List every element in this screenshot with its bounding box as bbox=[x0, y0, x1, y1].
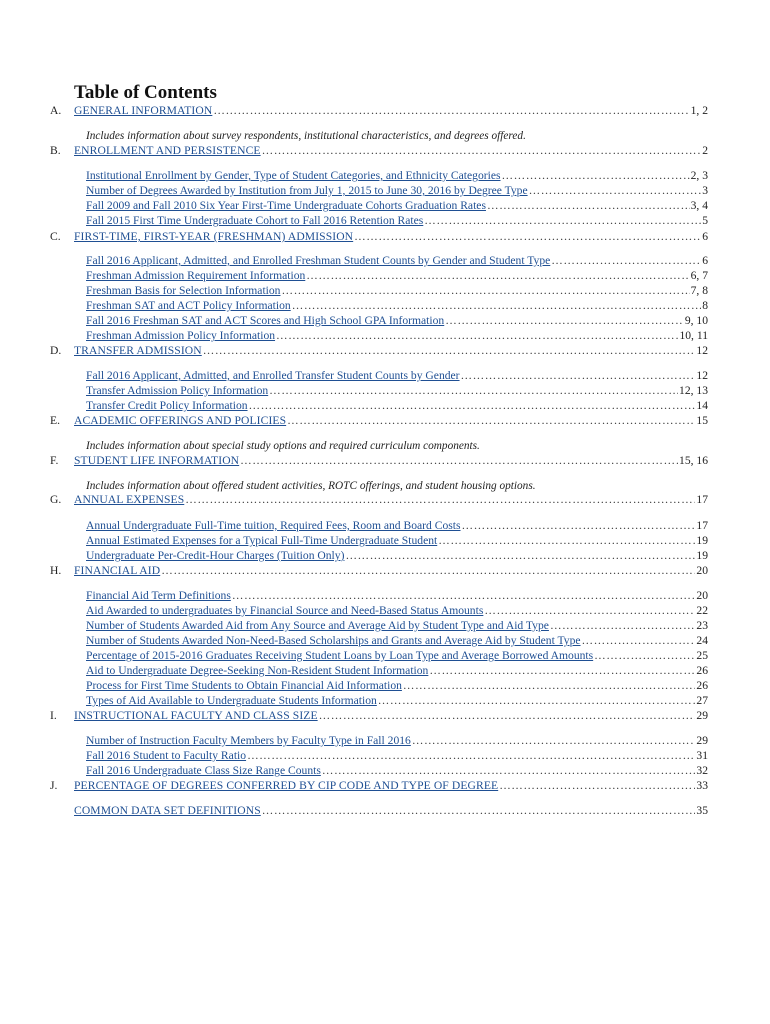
toc-entry bbox=[86, 748, 708, 764]
section-link[interactable]: STUDENT LIFE INFORMATION bbox=[74, 454, 240, 467]
toc-section-row bbox=[0, 453, 770, 469]
section-letter: H. bbox=[50, 564, 62, 577]
toc-entry bbox=[86, 633, 708, 649]
toc-entry bbox=[86, 588, 708, 604]
dot-leader bbox=[499, 778, 695, 794]
toc-entry bbox=[86, 368, 708, 384]
toc-entry bbox=[86, 733, 708, 749]
toc-entry bbox=[74, 563, 708, 579]
section-link[interactable]: COMMON DATA SET DEFINITIONS bbox=[74, 804, 261, 817]
page-numbers: 27 bbox=[696, 694, 708, 707]
toc-subsection-row bbox=[0, 253, 770, 269]
toc-subsection-row bbox=[0, 213, 770, 229]
toc-section-row bbox=[0, 778, 770, 794]
toc-subsection-row bbox=[0, 648, 770, 664]
subsection-link[interactable]: Freshman Admission Requirement Information bbox=[86, 269, 306, 282]
page-numbers: 5 bbox=[702, 214, 708, 227]
subsection-link[interactable]: Fall 2016 Freshman SAT and ACT Scores and High School GPA Information bbox=[86, 314, 445, 327]
toc-section-row bbox=[0, 103, 770, 119]
page-numbers: 2, 3 bbox=[690, 169, 708, 182]
toc-entry bbox=[86, 383, 708, 399]
page-numbers: 17 bbox=[696, 519, 708, 532]
dot-leader bbox=[287, 413, 695, 429]
page-numbers: 3, 4 bbox=[690, 199, 708, 212]
dot-leader bbox=[487, 198, 690, 214]
toc-entry bbox=[86, 283, 708, 299]
toc-subsection-row bbox=[0, 603, 770, 619]
subsection-link[interactable]: Number of Instruction Faculty Members by Faculty Type in Fall 2016 bbox=[86, 734, 411, 747]
dot-leader bbox=[345, 548, 695, 564]
toc-entry bbox=[86, 603, 708, 619]
section-link[interactable]: ENROLLMENT AND PERSISTENCE bbox=[74, 144, 261, 157]
toc-entry bbox=[74, 803, 708, 819]
subsection-link[interactable]: Fall 2016 Applicant, Admitted, and Enrolled Freshman Student Counts by Gender and Student Type bbox=[86, 254, 551, 267]
dot-leader bbox=[262, 803, 696, 819]
section-link[interactable]: ACADEMIC OFFERINGS AND POLICIES bbox=[74, 414, 287, 427]
toc-section-row bbox=[0, 563, 770, 579]
toc-subsection-row bbox=[0, 168, 770, 184]
dot-leader bbox=[247, 748, 695, 764]
dot-leader bbox=[269, 383, 678, 399]
dot-leader bbox=[412, 733, 696, 749]
page-numbers: 24 bbox=[696, 634, 708, 647]
page-numbers: 12 bbox=[696, 369, 708, 382]
page-numbers: 3 bbox=[702, 184, 708, 197]
toc-subsection-row bbox=[0, 618, 770, 634]
subsection-link[interactable]: Freshman Basis for Selection Information bbox=[86, 284, 281, 297]
toc-entry bbox=[86, 198, 708, 214]
section-link[interactable]: PERCENTAGE OF DEGREES CONFERRED BY CIP CODE AND TYPE OF DEGREE bbox=[74, 779, 499, 792]
page-numbers: 6, 7 bbox=[690, 269, 708, 282]
dot-leader bbox=[551, 253, 701, 269]
subsection-link[interactable]: Types of Aid Available to Undergraduate Students Information bbox=[86, 694, 377, 707]
dot-leader bbox=[429, 663, 695, 679]
toc-entry bbox=[86, 183, 708, 199]
page-numbers: 10, 11 bbox=[679, 329, 708, 342]
dot-leader bbox=[203, 343, 696, 359]
subsection-link[interactable]: Annual Estimated Expenses for a Typical Full-Time Undergraduate Student bbox=[86, 534, 438, 547]
toc-section-row bbox=[0, 492, 770, 508]
subsection-link[interactable]: Fall 2016 Student to Faculty Ratio bbox=[86, 749, 247, 762]
section-letter: J. bbox=[50, 779, 58, 792]
page-numbers: 2 bbox=[702, 144, 708, 157]
toc-entry bbox=[86, 533, 708, 549]
toc-entry bbox=[86, 763, 708, 779]
dot-leader bbox=[502, 168, 690, 184]
dot-leader bbox=[240, 453, 678, 469]
dot-leader bbox=[292, 298, 701, 314]
toc-entry bbox=[86, 548, 708, 564]
section-letter: C. bbox=[50, 230, 61, 243]
toc-entry bbox=[74, 778, 708, 794]
page-numbers: 12 bbox=[696, 344, 708, 357]
toc-entry bbox=[74, 413, 708, 429]
page-numbers: 15 bbox=[696, 414, 708, 427]
subsection-link[interactable]: Annual Undergraduate Full-Time tuition, Required Fees, Room and Board Costs bbox=[86, 519, 461, 532]
page-numbers: 26 bbox=[696, 679, 708, 692]
toc-entry bbox=[86, 693, 708, 709]
section-link[interactable]: GENERAL INFORMATION bbox=[74, 104, 213, 117]
toc-subsection-row bbox=[0, 663, 770, 679]
page-numbers: 25 bbox=[696, 649, 708, 662]
dot-leader bbox=[185, 492, 695, 508]
toc-section-row bbox=[0, 229, 770, 245]
page-numbers: 6 bbox=[702, 254, 708, 267]
page-numbers: 26 bbox=[696, 664, 708, 677]
subsection-link[interactable]: Institutional Enrollment by Gender, Type of Student Categories, and Ethnicity Categories bbox=[86, 169, 501, 182]
dot-leader bbox=[378, 693, 696, 709]
dot-leader bbox=[424, 213, 701, 229]
toc-entry bbox=[74, 143, 708, 159]
page-numbers: 7, 8 bbox=[690, 284, 708, 297]
dot-leader bbox=[161, 563, 695, 579]
toc-subsection-row bbox=[0, 763, 770, 779]
dot-leader bbox=[484, 603, 695, 619]
toc-subsection-row bbox=[0, 283, 770, 299]
subsection-link[interactable]: Fall 2009 and Fall 2010 Six Year First-Time Undergraduate Cohorts Graduation Rates bbox=[86, 199, 486, 212]
toc-entry bbox=[86, 213, 708, 229]
section-letter: F. bbox=[50, 454, 59, 467]
toc-section-row bbox=[0, 343, 770, 359]
toc-subsection-row bbox=[0, 518, 770, 534]
toc-subsection-row bbox=[0, 368, 770, 384]
section-letter: I. bbox=[50, 709, 57, 722]
section-letter: G. bbox=[50, 493, 62, 506]
toc-subsection-row bbox=[0, 748, 770, 764]
subsection-link[interactable]: Transfer Credit Policy Information bbox=[86, 399, 248, 412]
section-description: Includes information about offered student activities, ROTC offerings, and student housing options. bbox=[86, 480, 536, 492]
subsection-link[interactable]: Freshman Admission Policy Information bbox=[86, 329, 276, 342]
page-numbers: 14 bbox=[696, 399, 708, 412]
page-numbers: 33 bbox=[696, 779, 708, 792]
toc-entry bbox=[86, 268, 708, 284]
toc-subsection-row bbox=[0, 678, 770, 694]
toc-section-row bbox=[0, 413, 770, 429]
toc-entry bbox=[86, 618, 708, 634]
toc-subsection-row bbox=[0, 693, 770, 709]
section-link[interactable]: FINANCIAL AID bbox=[74, 564, 161, 577]
dot-leader bbox=[529, 183, 702, 199]
toc-entry bbox=[74, 453, 708, 469]
subsection-link[interactable]: Percentage of 2015-2016 Graduates Receiving Student Loans by Loan Type and Average Borrowed Amounts bbox=[86, 649, 594, 662]
dot-leader bbox=[306, 268, 689, 284]
subsection-link[interactable]: Fall 2015 First Time Undergraduate Cohort to Fall 2016 Retention Rates bbox=[86, 214, 424, 227]
dot-leader bbox=[438, 533, 695, 549]
subsection-link[interactable]: Process for First Time Students to Obtain Financial Aid Information bbox=[86, 679, 402, 692]
section-link[interactable]: ANNUAL EXPENSES bbox=[74, 493, 185, 506]
toc-entry bbox=[74, 708, 708, 724]
dot-leader bbox=[445, 313, 684, 329]
dot-leader bbox=[249, 398, 696, 414]
page-numbers: 8 bbox=[702, 299, 708, 312]
toc-subsection-row bbox=[0, 548, 770, 564]
toc-subsection-row bbox=[0, 383, 770, 399]
subsection-link[interactable]: Number of Degrees Awarded by Institution from July 1, 2015 to June 30, 2016 by Degree Type bbox=[86, 184, 528, 197]
page-numbers: 9, 10 bbox=[684, 314, 708, 327]
page-numbers: 19 bbox=[696, 534, 708, 547]
dot-leader bbox=[281, 283, 689, 299]
toc-entry bbox=[86, 168, 708, 184]
toc-subsection-row bbox=[0, 533, 770, 549]
section-description: Includes information about survey respondents, institutional characteristics, and degrees offered. bbox=[86, 130, 526, 142]
toc-entry bbox=[86, 678, 708, 694]
dot-leader bbox=[276, 328, 678, 344]
subsection-link[interactable]: Transfer Admission Policy Information bbox=[86, 384, 269, 397]
dot-leader bbox=[322, 763, 696, 779]
subsection-link[interactable]: Fall 2016 Applicant, Admitted, and Enrolled Transfer Student Counts by Gender bbox=[86, 369, 460, 382]
toc-entry bbox=[86, 398, 708, 414]
page-numbers: 23 bbox=[696, 619, 708, 632]
page-numbers: 35 bbox=[696, 804, 708, 817]
page-numbers: 29 bbox=[696, 709, 708, 722]
page-numbers: 15, 16 bbox=[679, 454, 708, 467]
toc-entry bbox=[86, 328, 708, 344]
toc-section-row bbox=[0, 803, 770, 819]
section-link[interactable]: FIRST-TIME, FIRST-YEAR (FRESHMAN) ADMISSION bbox=[74, 230, 354, 243]
toc-subsection-row bbox=[0, 313, 770, 329]
section-link[interactable]: TRANSFER ADMISSION bbox=[74, 344, 202, 357]
toc-subsection-row bbox=[0, 198, 770, 214]
dot-leader bbox=[403, 678, 695, 694]
subsection-link[interactable]: Freshman SAT and ACT Policy Information bbox=[86, 299, 291, 312]
toc-entry bbox=[86, 648, 708, 664]
page-numbers: 6 bbox=[702, 230, 708, 243]
toc-subsection-row bbox=[0, 398, 770, 414]
dot-leader bbox=[582, 633, 696, 649]
toc-entry bbox=[86, 253, 708, 269]
page-numbers: 22 bbox=[696, 604, 708, 617]
page-numbers: 20 bbox=[696, 589, 708, 602]
toc-entry bbox=[74, 343, 708, 359]
toc-entry bbox=[86, 298, 708, 314]
toc-subsection-row bbox=[0, 633, 770, 649]
toc-subsection-row bbox=[0, 298, 770, 314]
toc-subsection-row bbox=[0, 328, 770, 344]
subsection-link[interactable]: Aid to Undergraduate Degree-Seeking Non-Resident Student Information bbox=[86, 664, 429, 677]
subsection-link[interactable]: Fall 2016 Undergraduate Class Size Range Counts bbox=[86, 764, 321, 777]
toc-section-row bbox=[0, 708, 770, 724]
dot-leader bbox=[232, 588, 696, 604]
page-numbers: 31 bbox=[696, 749, 708, 762]
subsection-link[interactable]: Number of Students Awarded Non-Need-Based Scholarships and Grants and Average Aid by Student Type bbox=[86, 634, 581, 647]
section-letter: A. bbox=[50, 104, 62, 117]
toc-subsection-row bbox=[0, 733, 770, 749]
page-numbers: 32 bbox=[696, 764, 708, 777]
toc-entry bbox=[74, 492, 708, 508]
page-numbers: 1, 2 bbox=[690, 104, 708, 117]
dot-leader bbox=[462, 518, 696, 534]
toc-entry bbox=[74, 229, 708, 245]
toc-entry bbox=[74, 103, 708, 119]
dot-leader bbox=[461, 368, 696, 384]
page-numbers: 12, 13 bbox=[679, 384, 708, 397]
dot-leader bbox=[354, 229, 701, 245]
page-numbers: 20 bbox=[696, 564, 708, 577]
subsection-link[interactable]: Undergraduate Per-Credit-Hour Charges (Tuition Only) bbox=[86, 549, 345, 562]
dot-leader bbox=[213, 103, 689, 119]
toc-subsection-row bbox=[0, 268, 770, 284]
section-link[interactable]: INSTRUCTIONAL FACULTY AND CLASS SIZE bbox=[74, 709, 318, 722]
dot-leader bbox=[319, 708, 696, 724]
toc-subsection-row bbox=[0, 183, 770, 199]
toc-entry bbox=[86, 663, 708, 679]
page-numbers: 17 bbox=[696, 493, 708, 506]
subsection-link[interactable]: Financial Aid Term Definitions bbox=[86, 589, 231, 602]
page-title: Table of Contents bbox=[74, 82, 217, 103]
subsection-link[interactable]: Aid Awarded to undergraduates by Financial Source and Need-Based Status Amounts bbox=[86, 604, 484, 617]
section-letter: D. bbox=[50, 344, 62, 357]
toc-entry bbox=[86, 518, 708, 534]
section-letter: B. bbox=[50, 144, 61, 157]
toc-entry bbox=[86, 313, 708, 329]
section-letter: E. bbox=[50, 414, 60, 427]
page-numbers: 19 bbox=[696, 549, 708, 562]
toc-section-row bbox=[0, 143, 770, 159]
dot-leader bbox=[594, 648, 695, 664]
section-description: Includes information about special study options and required curriculum components. bbox=[86, 440, 480, 452]
toc-subsection-row bbox=[0, 588, 770, 604]
subsection-link[interactable]: Number of Students Awarded Aid from Any Source and Average Aid by Student Type and Aid Type bbox=[86, 619, 549, 632]
page-numbers: 29 bbox=[696, 734, 708, 747]
dot-leader bbox=[550, 618, 695, 634]
dot-leader bbox=[262, 143, 702, 159]
